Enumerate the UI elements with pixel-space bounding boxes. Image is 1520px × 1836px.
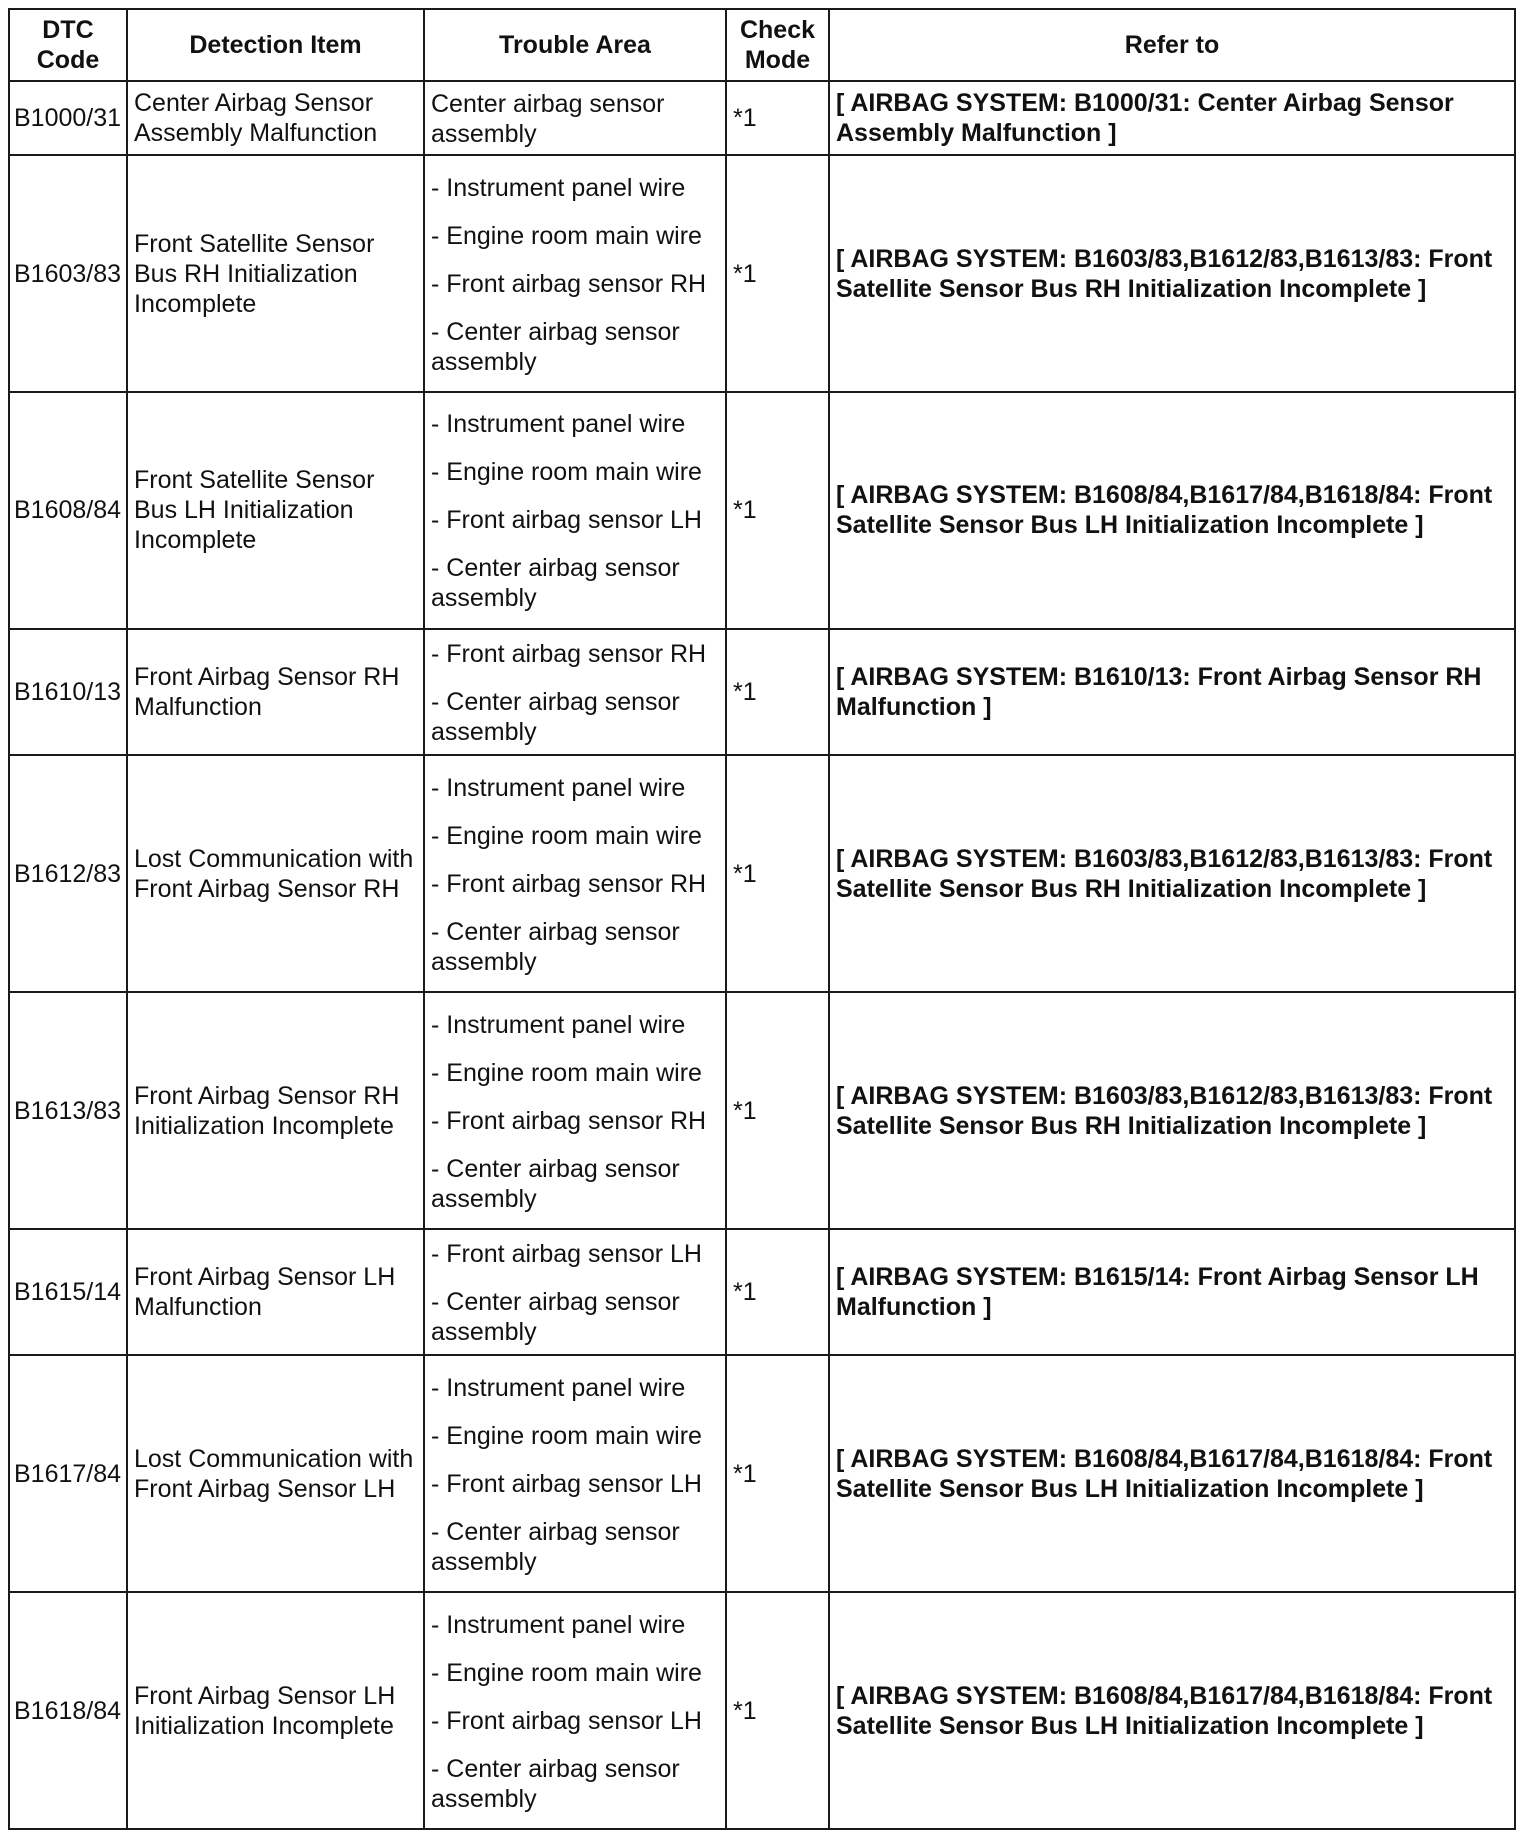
trouble-area-cell bbox=[424, 755, 726, 992]
dtc-code-cell: B1603/83 bbox=[9, 155, 127, 392]
detection-item-cell: Lost Communication with Front Airbag Sensor LH bbox=[127, 1355, 424, 1592]
check-mode-cell: *1 bbox=[726, 1229, 829, 1355]
detection-item-cell: Lost Communication with Front Airbag Sensor RH bbox=[127, 755, 424, 992]
detection-item-cell: Front Satellite Sensor Bus LH Initialization Incomplete bbox=[127, 392, 424, 629]
refer-to-cell: [ AIRBAG SYSTEM: B1608/84,B1617/84,B1618/84: Front Satellite Sensor Bus LH Initialization Incomplete ] bbox=[829, 1592, 1515, 1829]
detection-item-cell: Front Airbag Sensor LH Malfunction bbox=[127, 1229, 424, 1355]
dtc-code-cell: B1615/14 bbox=[9, 1229, 127, 1355]
detection-item-cell: Front Airbag Sensor RH Initialization Incomplete bbox=[127, 992, 424, 1229]
table-row bbox=[9, 1592, 1515, 1829]
trouble-area-cell bbox=[424, 155, 726, 392]
table-row bbox=[9, 755, 1515, 992]
trouble-area-list bbox=[431, 167, 721, 381]
refer-to-cell: [ AIRBAG SYSTEM: B1603/83,B1612/83,B1613/83: Front Satellite Sensor Bus RH Initialization Incomplete ] bbox=[829, 155, 1515, 392]
trouble-area-cell bbox=[424, 1592, 726, 1829]
refer-to-cell: [ AIRBAG SYSTEM: B1615/14: Front Airbag Sensor LH Malfunction ] bbox=[829, 1229, 1515, 1355]
table-body bbox=[9, 81, 1515, 1829]
trouble-area-item: - Engine room main wire bbox=[431, 458, 702, 487]
dtc-table bbox=[8, 8, 1516, 1830]
trouble-area-list bbox=[431, 83, 721, 153]
trouble-area-item: Center airbag sensor assembly bbox=[431, 90, 665, 149]
trouble-area-item: - Engine room main wire bbox=[431, 821, 702, 850]
header-row bbox=[9, 9, 1515, 81]
dtc-code-cell: B1613/83 bbox=[9, 992, 127, 1229]
check-mode-cell: *1 bbox=[726, 629, 829, 755]
trouble-area-list bbox=[431, 403, 721, 617]
refer-to-cell: [ AIRBAG SYSTEM: B1603/83,B1612/83,B1613/83: Front Satellite Sensor Bus RH Initialization Incomplete ] bbox=[829, 992, 1515, 1229]
dtc-code-cell: B1612/83 bbox=[9, 755, 127, 992]
trouble-area-item: - Engine room main wire bbox=[431, 1421, 702, 1450]
header-check-mode: Check Mode bbox=[726, 9, 829, 81]
refer-to-cell: [ AIRBAG SYSTEM: B1603/83,B1612/83,B1613/83: Front Satellite Sensor Bus RH Initialization Incomplete ] bbox=[829, 755, 1515, 992]
header-detection-item: Detection Item bbox=[127, 9, 424, 81]
trouble-area-item: - Center airbag sensor assembly bbox=[431, 1517, 680, 1576]
dtc-code-cell: B1610/13 bbox=[9, 629, 127, 755]
trouble-area-item: - Instrument panel wire bbox=[431, 1373, 686, 1402]
trouble-area-item: - Instrument panel wire bbox=[431, 1610, 686, 1639]
header-refer-to: Refer to bbox=[829, 9, 1515, 81]
table-row bbox=[9, 1229, 1515, 1355]
refer-to-cell: [ AIRBAG SYSTEM: B1000/31: Center Airbag Sensor Assembly Malfunction ] bbox=[829, 81, 1515, 155]
trouble-area-item: - Center airbag sensor assembly bbox=[431, 1154, 680, 1213]
trouble-area-item: - Front airbag sensor LH bbox=[431, 1469, 702, 1498]
check-mode-cell: *1 bbox=[726, 992, 829, 1229]
trouble-area-item: - Front airbag sensor RH bbox=[431, 640, 707, 669]
refer-to-cell: [ AIRBAG SYSTEM: B1610/13: Front Airbag Sensor RH Malfunction ] bbox=[829, 629, 1515, 755]
check-mode-cell: *1 bbox=[726, 1592, 829, 1829]
trouble-area-list bbox=[431, 1367, 721, 1581]
check-mode-cell: *1 bbox=[726, 392, 829, 629]
trouble-area-list bbox=[431, 1004, 721, 1218]
dtc-code-cell: B1000/31 bbox=[9, 81, 127, 155]
trouble-area-cell bbox=[424, 81, 726, 155]
refer-to-cell: [ AIRBAG SYSTEM: B1608/84,B1617/84,B1618/84: Front Satellite Sensor Bus LH Initialization Incomplete ] bbox=[829, 392, 1515, 629]
trouble-area-item: - Front airbag sensor RH bbox=[431, 269, 707, 298]
trouble-area-item: - Front airbag sensor LH bbox=[431, 1706, 702, 1735]
header-trouble-area: Trouble Area bbox=[424, 9, 726, 81]
trouble-area-item: - Instrument panel wire bbox=[431, 173, 686, 202]
table-header bbox=[9, 9, 1515, 81]
dtc-code-cell: B1617/84 bbox=[9, 1355, 127, 1592]
check-mode-cell: *1 bbox=[726, 155, 829, 392]
table-row bbox=[9, 992, 1515, 1229]
trouble-area-cell bbox=[424, 1229, 726, 1355]
trouble-area-cell bbox=[424, 392, 726, 629]
refer-to-cell: [ AIRBAG SYSTEM: B1608/84,B1617/84,B1618/84: Front Satellite Sensor Bus LH Initialization Incomplete ] bbox=[829, 1355, 1515, 1592]
dtc-code-cell: B1608/84 bbox=[9, 392, 127, 629]
trouble-area-cell bbox=[424, 1355, 726, 1592]
trouble-area-item: - Instrument panel wire bbox=[431, 410, 686, 439]
trouble-area-cell bbox=[424, 629, 726, 755]
trouble-area-list bbox=[431, 767, 721, 981]
trouble-area-item: - Center airbag sensor assembly bbox=[431, 1288, 680, 1347]
trouble-area-item: - Front airbag sensor LH bbox=[431, 506, 702, 535]
detection-item-cell: Front Airbag Sensor LH Initialization Incomplete bbox=[127, 1592, 424, 1829]
trouble-area-list bbox=[431, 633, 721, 751]
trouble-area-item: - Center airbag sensor assembly bbox=[431, 554, 680, 613]
trouble-area-item: - Center airbag sensor assembly bbox=[431, 688, 680, 747]
trouble-area-item: - Engine room main wire bbox=[431, 221, 702, 250]
check-mode-cell: *1 bbox=[726, 755, 829, 992]
detection-item-cell: Center Airbag Sensor Assembly Malfunction bbox=[127, 81, 424, 155]
trouble-area-item: - Front airbag sensor RH bbox=[431, 1106, 707, 1135]
header-dtc-code: DTC Code bbox=[9, 9, 127, 81]
check-mode-cell: *1 bbox=[726, 81, 829, 155]
trouble-area-item: - Instrument panel wire bbox=[431, 773, 686, 802]
table-row bbox=[9, 155, 1515, 392]
trouble-area-item: - Center airbag sensor assembly bbox=[431, 917, 680, 976]
trouble-area-item: - Engine room main wire bbox=[431, 1058, 702, 1087]
trouble-area-list bbox=[431, 1604, 721, 1818]
trouble-area-item: - Instrument panel wire bbox=[431, 1010, 686, 1039]
detection-item-cell: Front Airbag Sensor RH Malfunction bbox=[127, 629, 424, 755]
trouble-area-item: - Front airbag sensor RH bbox=[431, 869, 707, 898]
trouble-area-item: - Engine room main wire bbox=[431, 1658, 702, 1687]
detection-item-cell: Front Satellite Sensor Bus RH Initialization Incomplete bbox=[127, 155, 424, 392]
table-row bbox=[9, 392, 1515, 629]
trouble-area-item: - Center airbag sensor assembly bbox=[431, 317, 680, 376]
table-row bbox=[9, 1355, 1515, 1592]
trouble-area-cell bbox=[424, 992, 726, 1229]
trouble-area-list bbox=[431, 1233, 721, 1351]
dtc-code-cell: B1618/84 bbox=[9, 1592, 127, 1829]
table-row bbox=[9, 81, 1515, 155]
table-row bbox=[9, 629, 1515, 755]
trouble-area-item: - Center airbag sensor assembly bbox=[431, 1754, 680, 1813]
check-mode-cell: *1 bbox=[726, 1355, 829, 1592]
trouble-area-item: - Front airbag sensor LH bbox=[431, 1240, 702, 1269]
